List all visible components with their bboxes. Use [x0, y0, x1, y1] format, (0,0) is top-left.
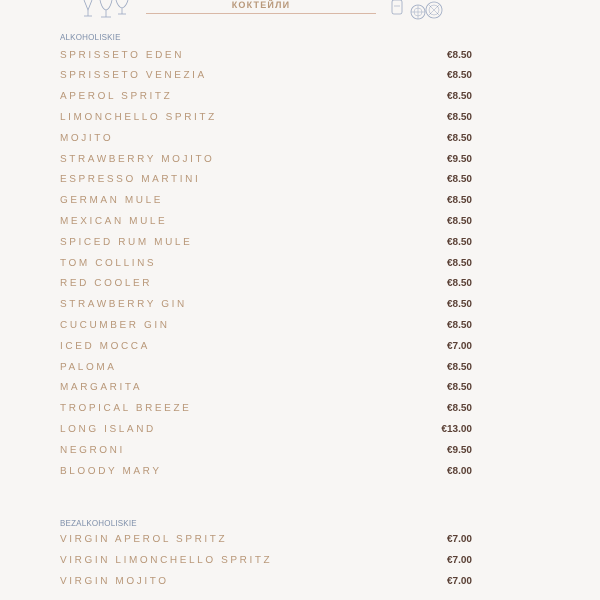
item-name: SPRISSETO VENEZIA: [60, 70, 207, 82]
item-name: SPRISSETO EDEN: [60, 49, 185, 61]
item-price: €7.00: [446, 554, 472, 566]
menu-item: [60, 378, 472, 399]
menu-item: [60, 358, 472, 379]
item-name: MEXICAN MULE: [60, 215, 168, 227]
item-price: €8.50: [446, 132, 472, 144]
item-name: STRAWBERRY MOJITO: [60, 153, 215, 165]
menu-item: [60, 129, 472, 150]
item-name: ESPRESSO MARTINI: [60, 174, 201, 186]
menu-item: [60, 191, 472, 212]
item-name: MARGARITA: [60, 382, 143, 394]
item-price: €8.50: [446, 70, 472, 82]
item-price: €8.50: [446, 299, 472, 311]
item-price: €7.00: [446, 534, 472, 545]
item-name: VIRGIN APEROL SPRITZ: [60, 534, 228, 545]
item-price: €8.50: [446, 403, 472, 415]
menu-item: [60, 462, 472, 483]
item-price: €8.50: [446, 174, 472, 186]
item-name: TOM COLLINS: [60, 257, 157, 269]
menu-item: [60, 399, 472, 420]
wine-glasses-icon: [78, 0, 134, 20]
item-name: APEROL SPRITZ: [60, 91, 173, 103]
menu-item: [60, 254, 472, 275]
menu-item: [60, 108, 472, 129]
item-price: €8.50: [446, 382, 472, 394]
menu-item: [60, 530, 472, 551]
item-name: PALOMA: [60, 361, 117, 373]
cocktail-citrus-icon: [388, 0, 448, 24]
section-title-alcoholic: ALKOHOLISKIE: [60, 33, 121, 42]
item-name: BLOODY MARY: [60, 465, 162, 477]
header-divider: [146, 13, 376, 14]
item-price: €8.00: [446, 465, 472, 477]
item-name: GERMAN MULE: [60, 195, 164, 207]
item-price: €8.50: [446, 257, 472, 269]
item-name: STRAWBERRY GIN: [60, 299, 187, 311]
section-title-non-alcoholic: BEZALKOHOLISKIE: [60, 519, 137, 528]
item-price: €9.50: [446, 444, 472, 456]
menu-list-alcoholic: [60, 46, 472, 483]
item-name: NEGRONI: [60, 444, 125, 456]
item-name: TROPICAL BREEZE: [60, 403, 192, 415]
item-name: LIMONCHELLO SPRITZ: [60, 111, 217, 123]
menu-item: [60, 170, 472, 191]
menu-item: [60, 551, 472, 572]
menu-header: [0, 0, 600, 22]
menu-item: [60, 66, 472, 87]
menu-item: [60, 420, 472, 441]
item-price: €8.50: [446, 215, 472, 227]
item-price: €8.50: [446, 236, 472, 248]
menu-item: [60, 150, 472, 171]
item-name: VIRGIN MOJITO: [60, 575, 169, 587]
menu-item: [60, 46, 472, 67]
item-price: €7.00: [446, 575, 472, 587]
item-price: €13.00: [441, 423, 472, 435]
item-price: €9.50: [446, 153, 472, 165]
item-price: €7.00: [446, 340, 472, 352]
item-name: RED COOLER: [60, 278, 153, 290]
item-name: VIRGIN LIMONCHELLO SPRITZ: [60, 554, 273, 566]
item-name: ICED MOCCA: [60, 340, 150, 352]
menu-item: [60, 274, 472, 295]
item-name: SPICED RUM MULE: [60, 236, 193, 248]
menu-item: [60, 212, 472, 233]
item-price: €8.50: [446, 278, 472, 290]
item-price: €8.50: [446, 361, 472, 373]
menu-item: [60, 316, 472, 337]
menu-item: [60, 233, 472, 254]
menu-item: [60, 441, 472, 462]
menu-item: [60, 295, 472, 316]
item-price: €8.50: [446, 91, 472, 103]
item-price: €8.50: [446, 195, 472, 207]
item-name: MOJITO: [60, 132, 114, 144]
item-price: €8.50: [446, 49, 472, 61]
item-name: LONG ISLAND: [60, 423, 156, 435]
menu-title: КОКТЕЙЛИ: [231, 0, 291, 10]
menu-list-non-alcoholic: [60, 530, 472, 592]
menu-item: [60, 572, 472, 593]
item-name: CUCUMBER GIN: [60, 319, 170, 331]
menu-item: [60, 87, 472, 108]
item-price: €8.50: [446, 319, 472, 331]
menu-item: [60, 337, 472, 358]
item-price: €8.50: [446, 111, 472, 123]
